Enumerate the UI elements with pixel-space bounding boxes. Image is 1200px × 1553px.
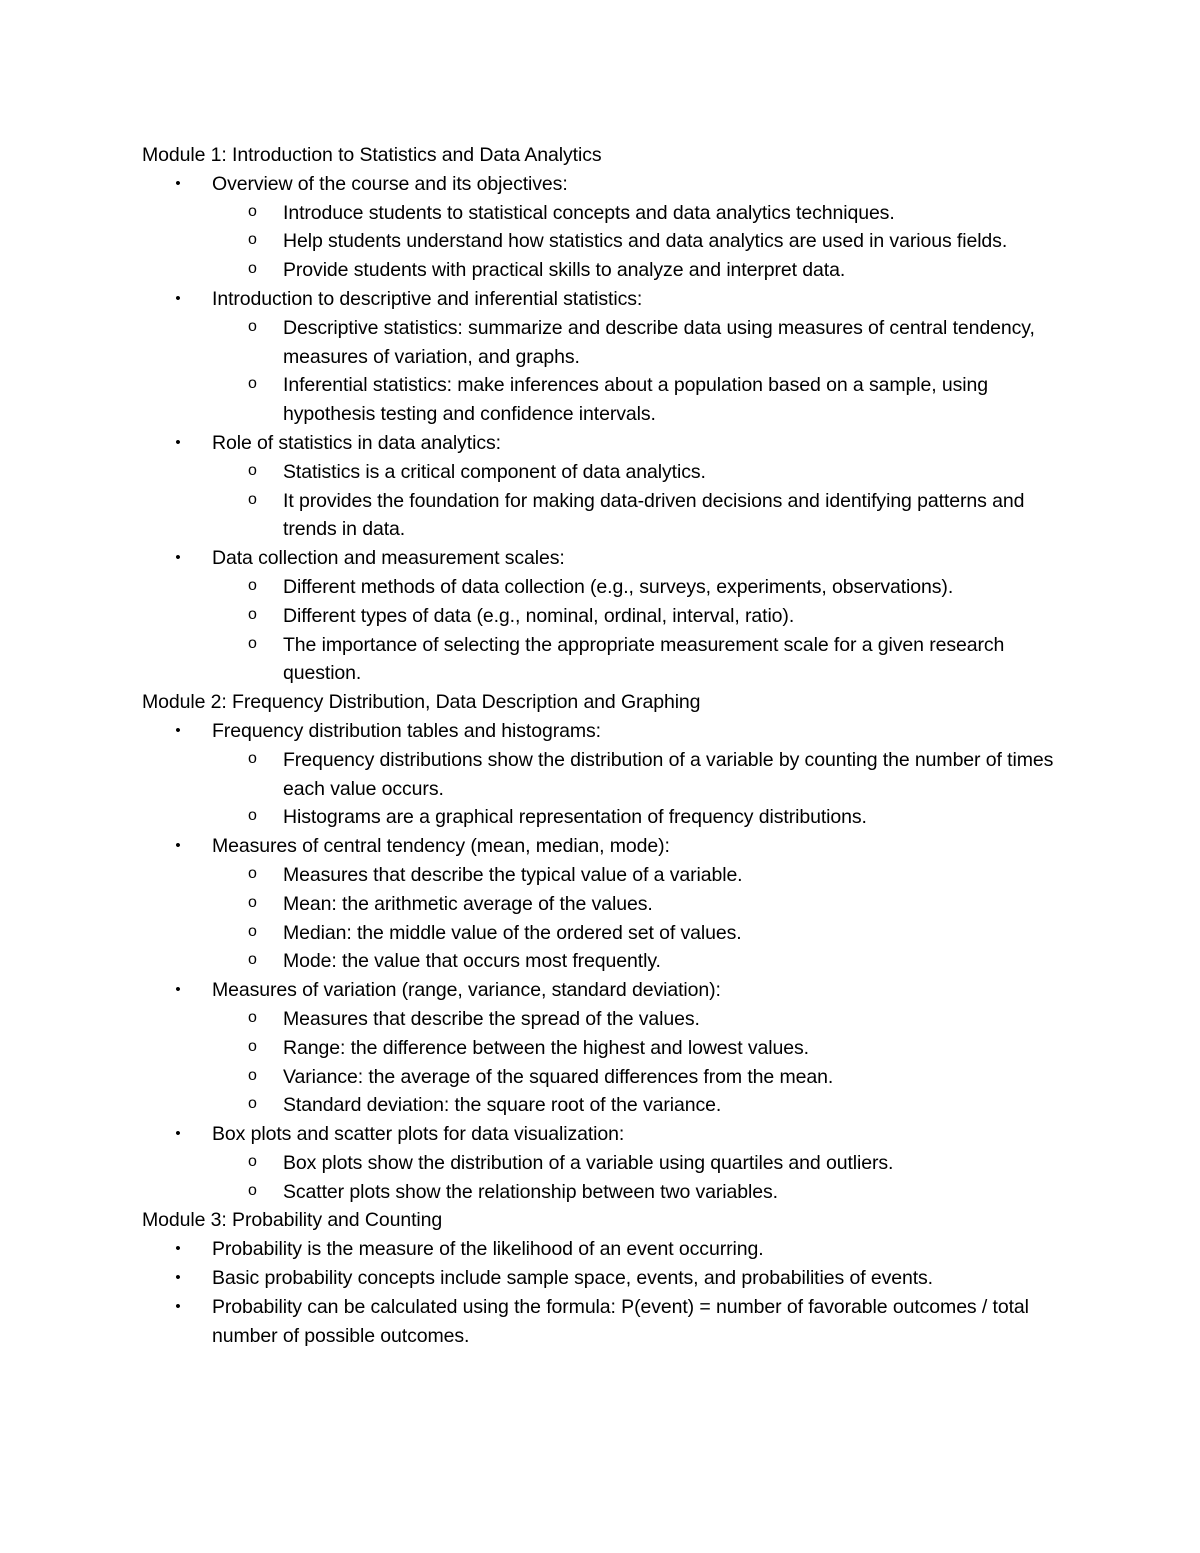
subtopic-text: Mode: the value that occurs most frequently. [283, 950, 661, 973]
topic-text: Probability is the measure of the likelihood of an event occurring. [212, 1238, 764, 1261]
bullet-circle-icon: o [248, 864, 257, 882]
subtopic-list [212, 746, 1062, 832]
subtopic-text: Different types of data (e.g., nominal, ordinal, interval, ratio). [283, 604, 795, 627]
topic-text: Frequency distribution tables and histograms: [212, 719, 601, 742]
module-heading: Module 2: Frequency Distribution, Data Description and Graphing [142, 691, 701, 714]
subtopic-text: Statistics is a critical component of data analytics. [283, 460, 706, 483]
topic-text: Measures of central tendency (mean, median, mode): [212, 835, 670, 858]
bullet-circle-icon: o [248, 1152, 257, 1170]
subtopic-item [212, 1034, 1062, 1063]
subtopic-text: Different methods of data collection (e.g., surveys, experiments, observations). [283, 575, 954, 598]
subtopic-item [212, 314, 1062, 372]
module-topic-list [142, 1235, 1062, 1350]
subtopic-text: Histograms are a graphical representation of frequency distributions. [283, 806, 867, 829]
bullet-dot-icon: • [175, 433, 181, 451]
topic-text: Box plots and scatter plots for data visualization: [212, 1123, 625, 1146]
bullet-circle-icon: o [248, 1066, 257, 1084]
module-topic-list [142, 717, 1062, 1207]
subtopic-text: Provide students with practical skills to analyze and interpret data. [283, 259, 846, 282]
subtopic-text: Inferential statistics: make inferences about a population based on a sample, using hypothesis testing and confidence intervals. [283, 374, 988, 426]
topic-item [142, 544, 1062, 688]
topic-item [142, 1235, 1062, 1264]
subtopic-text: Introduce students to statistical concepts and data analytics techniques. [283, 201, 895, 224]
bullet-dot-icon: • [175, 981, 181, 999]
subtopic-text: Help students understand how statistics and data analytics are used in various fields. [283, 230, 1008, 253]
bullet-dot-icon: • [175, 1297, 181, 1315]
topic-item [142, 976, 1062, 1120]
topic-item [142, 429, 1062, 544]
subtopic-text: Mean: the arithmetic average of the values. [283, 892, 653, 915]
subtopic-item [212, 573, 1062, 602]
topic-text: Role of statistics in data analytics: [212, 431, 501, 454]
subtopic-item [212, 199, 1062, 228]
topic-text: Measures of variation (range, variance, standard deviation): [212, 979, 721, 1002]
subtopic-text: Descriptive statistics: summarize and describe data using measures of central tendency, measures of variation, and graphs. [283, 316, 1035, 368]
bullet-dot-icon: • [175, 174, 181, 192]
module-heading: Module 1: Introduction to Statistics and Data Analytics [142, 144, 602, 166]
subtopic-text: Range: the difference between the highest and lowest values. [283, 1036, 809, 1059]
subtopic-item [212, 256, 1062, 285]
bullet-circle-icon: o [248, 807, 257, 825]
subtopic-item [212, 602, 1062, 631]
bullet-circle-icon: o [248, 1181, 257, 1199]
topic-text: Introduction to descriptive and inferential statistics: [212, 287, 643, 310]
bullet-circle-icon: o [248, 922, 257, 940]
subtopic-text: Scatter plots show the relationship between two variables. [283, 1180, 778, 1203]
bullet-circle-icon: o [248, 634, 257, 652]
subtopic-text: Median: the middle value of the ordered set of values. [283, 921, 742, 944]
bullet-circle-icon: o [248, 893, 257, 911]
subtopic-item [212, 631, 1062, 689]
bullet-circle-icon: o [248, 202, 257, 220]
bullet-circle-icon: o [248, 317, 257, 335]
subtopic-list [212, 1005, 1062, 1120]
topic-text: Data collection and measurement scales: [212, 547, 565, 570]
bullet-circle-icon: o [248, 605, 257, 623]
subtopic-text: It provides the foundation for making data-driven decisions and identifying patterns and trends in data. [283, 489, 1025, 541]
subtopic-list [212, 199, 1062, 285]
subtopic-item [212, 803, 1062, 832]
bullet-dot-icon: • [175, 549, 181, 567]
subtopic-text: The importance of selecting the appropriate measurement scale for a given research question. [283, 633, 1005, 685]
document-body [142, 141, 1062, 1350]
subtopic-item [212, 371, 1062, 429]
bullet-circle-icon: o [248, 1095, 257, 1113]
topic-item [142, 717, 1062, 832]
bullet-dot-icon: • [175, 721, 181, 739]
subtopic-list [212, 861, 1062, 976]
subtopic-text: Measures that describe the typical value of a variable. [283, 863, 743, 886]
subtopic-text: Box plots show the distribution of a variable using quartiles and outliers. [283, 1151, 894, 1174]
module-topic-list [142, 170, 1062, 688]
bullet-circle-icon: o [248, 576, 257, 594]
bullet-circle-icon: o [248, 749, 257, 767]
subtopic-list [212, 1149, 1062, 1207]
topic-text: Probability can be calculated using the formula: P(event) = number of favorable outcomes / total number of possible outcomes. [212, 1295, 1029, 1347]
topic-text: Overview of the course and its objectives: [212, 172, 568, 195]
bullet-dot-icon: • [175, 1125, 181, 1143]
subtopic-item [212, 1005, 1062, 1034]
topic-item [142, 1264, 1062, 1293]
bullet-circle-icon: o [248, 461, 257, 479]
bullet-circle-icon: o [248, 951, 257, 969]
subtopic-item [212, 746, 1062, 804]
subtopic-item [212, 1091, 1062, 1120]
bullet-circle-icon: o [248, 231, 257, 249]
subtopic-item [212, 890, 1062, 919]
bullet-circle-icon: o [248, 1008, 257, 1026]
bullet-circle-icon: o [248, 1037, 257, 1055]
subtopic-text: Frequency distributions show the distribution of a variable by counting the number of times each value occurs. [283, 748, 1054, 800]
topic-text: Basic probability concepts include sample space, events, and probabilities of events. [212, 1267, 933, 1290]
subtopic-item [212, 1178, 1062, 1207]
topic-item [142, 285, 1062, 429]
subtopic-text: Variance: the average of the squared differences from the mean. [283, 1065, 834, 1088]
subtopic-list [212, 458, 1062, 544]
bullet-circle-icon: o [248, 490, 257, 508]
topic-item [142, 170, 1062, 285]
subtopic-list [212, 573, 1062, 688]
topic-item [142, 1293, 1062, 1351]
subtopic-item [212, 947, 1062, 976]
bullet-dot-icon: • [175, 1269, 181, 1287]
subtopic-item [212, 227, 1062, 256]
bullet-dot-icon: • [175, 837, 181, 855]
subtopic-item [212, 1063, 1062, 1092]
module-heading: Module 3: Probability and Counting [142, 1209, 443, 1232]
subtopic-item [212, 458, 1062, 487]
bullet-dot-icon: • [175, 289, 181, 307]
subtopic-item [212, 487, 1062, 545]
bullet-dot-icon: • [175, 1240, 181, 1258]
bullet-circle-icon: o [248, 375, 257, 393]
subtopic-item [212, 861, 1062, 890]
subtopic-text: Standard deviation: the square root of the variance. [283, 1094, 722, 1117]
topic-item [142, 832, 1062, 976]
subtopic-text: Measures that describe the spread of the values. [283, 1007, 700, 1030]
subtopic-list [212, 314, 1062, 429]
subtopic-item [212, 1149, 1062, 1178]
topic-item [142, 1120, 1062, 1206]
subtopic-item [212, 919, 1062, 948]
bullet-circle-icon: o [248, 260, 257, 278]
